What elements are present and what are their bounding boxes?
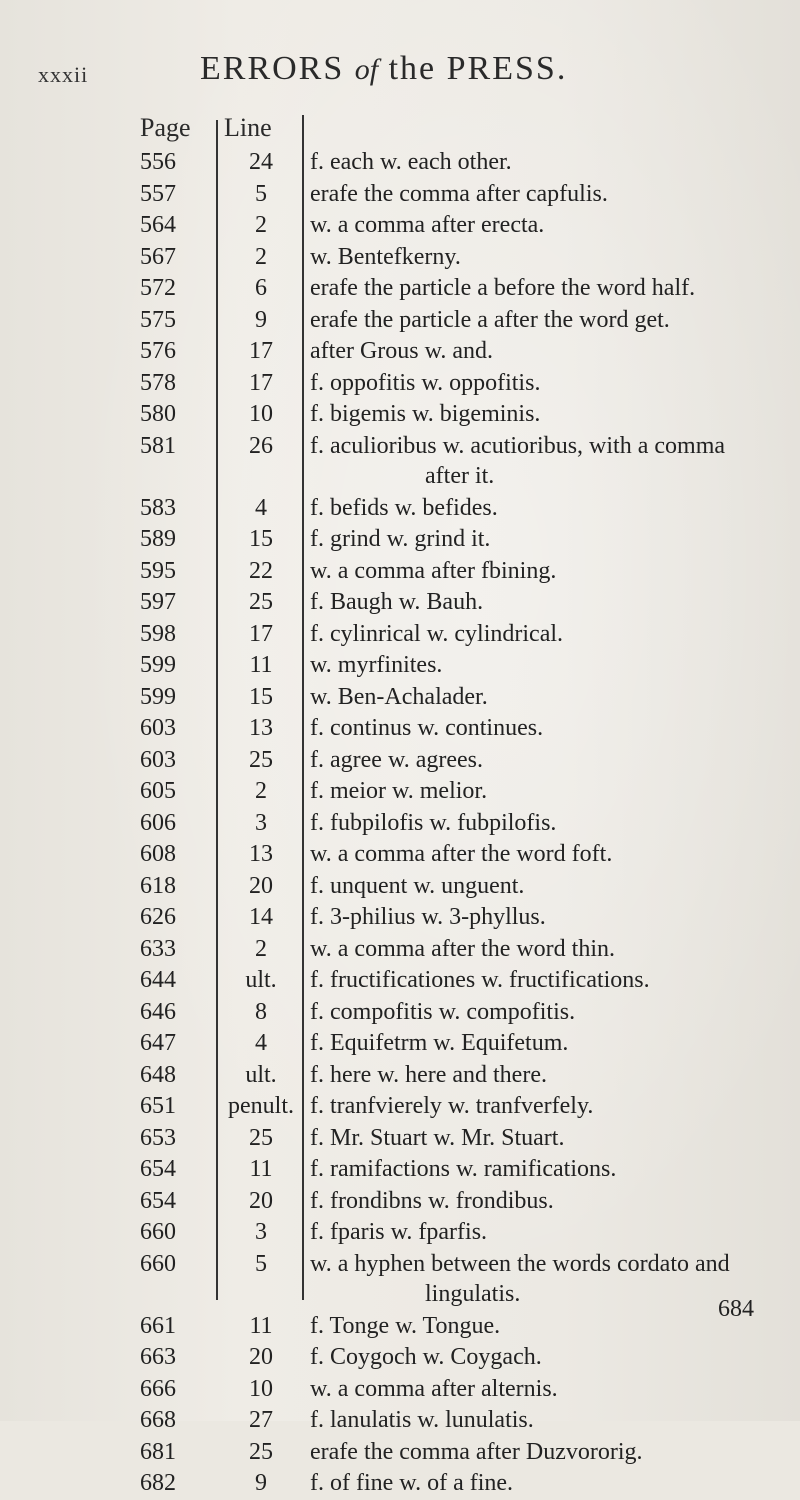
errata-line: 8: [255, 998, 267, 1025]
errata-line: 11: [249, 1312, 273, 1339]
errata-correction-text: f. frondibns w. frondibus.: [310, 1187, 554, 1214]
errata-line: 20: [249, 872, 273, 899]
errata-page: 567: [140, 243, 176, 270]
errata-line: 17: [249, 620, 273, 647]
errata-correction: [310, 902, 780, 932]
errata-row: [0, 493, 800, 525]
errata-correction: [310, 1405, 780, 1435]
errata-page: 597: [140, 589, 176, 615]
errata-correction-text: f. cylinrical w. cylindrical.: [310, 620, 564, 647]
errata-line: 27: [249, 1407, 273, 1433]
errata-page: 580: [140, 401, 176, 427]
errata-line: 24: [249, 149, 273, 175]
errata-row: [0, 839, 800, 871]
errata-correction: [310, 1091, 780, 1121]
running-head: [200, 50, 567, 88]
errata-page: 651: [140, 1093, 176, 1119]
errata-correction-text: w. a comma after alternis.: [310, 1375, 558, 1402]
errata-correction: [310, 368, 780, 398]
errata-correction: [310, 1217, 780, 1247]
errata-correction-text: f. Mr. Stuart w. Mr. Stuart.: [310, 1124, 565, 1151]
errata-page: 633: [140, 935, 176, 962]
errata-line: 11: [249, 652, 273, 678]
errata-row: [0, 524, 800, 556]
errata-line: ult.: [245, 967, 277, 993]
errata-correction-text: w. a comma after fbining.: [310, 557, 557, 584]
errata-correction-text: erafe the particle a after the word get.: [310, 306, 670, 333]
errata-row: [0, 210, 800, 242]
errata-correction: [310, 147, 780, 177]
errata-row: [0, 1123, 800, 1155]
errata-row: [0, 745, 800, 777]
errata-line: penult.: [228, 1093, 294, 1119]
errata-page: 681: [140, 1438, 176, 1465]
errata-correction: [310, 1249, 780, 1309]
errata-line: 4: [255, 494, 267, 521]
errata-line: 6: [255, 275, 267, 301]
errata-page: 666: [140, 1375, 176, 1402]
errata-row: [0, 650, 800, 682]
errata-page: 660: [140, 1219, 176, 1245]
errata-page: 557: [140, 180, 176, 207]
errata-page: 644: [140, 967, 176, 993]
errata-row: [0, 273, 800, 305]
errata-correction-text: f. unquent w. unguent.: [310, 872, 525, 899]
errata-row: [0, 1091, 800, 1123]
errata-page: 648: [140, 1061, 176, 1088]
errata-row: [0, 587, 800, 619]
errata-line: 20: [249, 1187, 273, 1214]
errata-row: [0, 1342, 800, 1374]
errata-line: 10: [249, 401, 273, 427]
errata-list: [0, 147, 800, 1500]
errata-correction-text: erafe the particle a before the word half.: [310, 275, 696, 301]
errata-page: 661: [140, 1312, 176, 1339]
errata-correction-text: f. Coygoch w. Coygach.: [310, 1344, 542, 1370]
errata-page: 599: [140, 652, 176, 678]
errata-line: 22: [249, 557, 273, 584]
errata-correction-text: w. a comma after the word thin.: [310, 935, 616, 962]
errata-page: 654: [140, 1187, 176, 1214]
errata-line: 15: [249, 683, 273, 710]
errata-row: [0, 1186, 800, 1218]
errata-correction: [310, 1123, 780, 1153]
errata-row: [0, 242, 800, 274]
errata-correction: [310, 1342, 780, 1372]
errata-row: [0, 179, 800, 211]
errata-page: 608: [140, 841, 176, 867]
errata-correction-text: f. fructificationes w. fructifications.: [310, 967, 650, 993]
errata-page: 618: [140, 872, 176, 899]
errata-row: [0, 934, 800, 966]
errata-correction-text: f. continus w. continues.: [310, 715, 544, 741]
errata-line: 9: [255, 306, 267, 333]
errata-row: [0, 902, 800, 934]
errata-page: 598: [140, 620, 176, 647]
errata-row: [0, 399, 800, 431]
errata-line: 11: [249, 1156, 273, 1182]
errata-correction: [310, 808, 780, 838]
errata-row: [0, 808, 800, 840]
errata-correction-text: f. of fine w. of a fine.: [310, 1470, 514, 1496]
errata-page: 626: [140, 904, 176, 930]
errata-correction-text: f. fparis w. fparfis.: [310, 1219, 488, 1245]
errata-correction-text: erafe the comma after Duzvororig.: [310, 1438, 643, 1465]
errata-correction-text: f. here w. here and there.: [310, 1061, 547, 1088]
errata-correction: [310, 1060, 780, 1090]
errata-row: [0, 1311, 800, 1343]
errata-page: 668: [140, 1407, 176, 1433]
errata-row: [0, 305, 800, 337]
errata-correction-text: after Grous w. and.: [310, 338, 494, 364]
errata-correction-text: f. Tonge w. Tongue.: [310, 1312, 501, 1339]
errata-correction: [310, 273, 780, 303]
errata-correction: [310, 1028, 780, 1058]
errata-correction: [310, 997, 780, 1027]
errata-line: 17: [249, 369, 273, 396]
errata-line: 2: [255, 935, 267, 962]
errata-correction: [310, 493, 780, 523]
errata-page: 646: [140, 998, 176, 1025]
errata-page: 578: [140, 369, 176, 396]
errata-line: 17: [249, 338, 273, 364]
errata-line: 20: [249, 1344, 273, 1370]
errata-page: 660: [140, 1250, 176, 1277]
column-header-line: Line: [224, 113, 272, 142]
errata-correction: [310, 305, 780, 335]
errata-page: 575: [140, 306, 176, 333]
errata-row: [0, 871, 800, 903]
errata-page: 605: [140, 778, 176, 804]
running-head-part1: ERRORS: [200, 50, 345, 87]
running-head-of: of: [354, 53, 379, 86]
errata-row: [0, 368, 800, 400]
errata-correction-text: f. oppofitis w. oppofitis.: [310, 369, 541, 396]
errata-correction-continuation: lingulatis.: [425, 1280, 521, 1307]
errata-line: 25: [249, 746, 273, 773]
errata-page: 654: [140, 1156, 176, 1182]
column-header-page: Page: [140, 113, 191, 142]
errata-correction: [310, 556, 780, 586]
errata-row: [0, 619, 800, 651]
errata-correction: [310, 1468, 780, 1498]
errata-row: [0, 147, 800, 179]
errata-page: 682: [140, 1470, 176, 1496]
errata-correction-text: f. grind w. grind it.: [310, 526, 491, 552]
errata-line: 5: [255, 180, 267, 207]
errata-correction: [310, 431, 780, 491]
errata-row: [0, 1028, 800, 1060]
errata-correction-text: f. Equifetrm w. Equifetum.: [310, 1030, 569, 1056]
errata-row: [0, 1249, 800, 1311]
errata-correction: [310, 242, 780, 272]
errata-correction-text: f. bigemis w. bigeminis.: [310, 401, 541, 427]
errata-correction-text: f. Baugh w. Bauh.: [310, 589, 484, 615]
errata-correction-text: erafe the comma after capfulis.: [310, 180, 608, 207]
errata-page: 564: [140, 212, 176, 238]
errata-correction-text: f. 3-philius w. 3-phyllus.: [310, 904, 546, 930]
errata-page: 556: [140, 149, 176, 175]
errata-correction-text: f. compofitis w. compofitis.: [310, 998, 576, 1025]
errata-line: 15: [249, 526, 273, 552]
errata-line: 14: [249, 904, 273, 930]
errata-page: 603: [140, 746, 176, 773]
errata-correction: [310, 776, 780, 806]
errata-correction-continuation: after it.: [425, 462, 495, 489]
errata-line: 3: [255, 1219, 267, 1245]
errata-correction-text: f. ramifactions w. ramifications.: [310, 1156, 617, 1182]
errata-correction-text: f. tranfvierely w. tranfverfely.: [310, 1093, 594, 1119]
errata-page: 663: [140, 1344, 176, 1370]
errata-correction: [310, 650, 780, 680]
errata-line: 25: [249, 589, 273, 615]
errata-page: 581: [140, 432, 176, 459]
errata-line: 5: [255, 1250, 267, 1277]
catchword: 684: [718, 1296, 754, 1322]
errata-row: [0, 1217, 800, 1249]
errata-page: 572: [140, 275, 176, 301]
errata-correction-text: w. Bentefkerny.: [310, 243, 461, 270]
errata-correction: [310, 1374, 780, 1404]
errata-row: [0, 776, 800, 808]
errata-row: [0, 682, 800, 714]
errata-line: 3: [255, 809, 267, 836]
errata-correction: [310, 587, 780, 617]
errata-correction-text: w. myrfinites.: [310, 652, 443, 678]
page-number: xxxii: [38, 62, 89, 87]
errata-correction-text: f. meior w. melior.: [310, 778, 488, 804]
errata-row: [0, 713, 800, 745]
errata-correction-text: f. fubpilofis w. fubpilofis.: [310, 809, 557, 836]
errata-row: [0, 1154, 800, 1186]
errata-correction: [310, 871, 780, 901]
errata-page: 576: [140, 338, 176, 364]
errata-line: 25: [249, 1124, 273, 1151]
errata-line: ult.: [245, 1061, 277, 1088]
errata-line: 2: [255, 243, 267, 270]
errata-correction: [310, 745, 780, 775]
errata-correction: [310, 210, 780, 240]
errata-line: 9: [255, 1470, 267, 1496]
errata-row: [0, 1468, 800, 1500]
errata-page: 595: [140, 557, 176, 584]
errata-line: 2: [255, 212, 267, 238]
errata-correction-text: w. a comma after the word foft.: [310, 841, 613, 867]
errata-correction-text: w. Ben-Achalader.: [310, 683, 488, 710]
errata-page: 589: [140, 526, 176, 552]
errata-correction: [310, 619, 780, 649]
errata-line: 13: [249, 841, 273, 867]
errata-page: 606: [140, 809, 176, 836]
errata-correction: [310, 1437, 780, 1467]
errata-page: 603: [140, 715, 176, 741]
errata-correction: [310, 682, 780, 712]
errata-correction: [310, 336, 780, 366]
errata-correction: [310, 965, 780, 995]
errata-row: [0, 1374, 800, 1406]
errata-page: 653: [140, 1124, 176, 1151]
errata-correction-text: f. each w. each other.: [310, 149, 512, 175]
errata-row: [0, 997, 800, 1029]
errata-correction: [310, 713, 780, 743]
errata-correction-text: w. a hyphen between the words cordato and: [310, 1250, 730, 1277]
errata-row: [0, 1060, 800, 1092]
errata-correction: [310, 1154, 780, 1184]
errata-correction: [310, 524, 780, 554]
errata-page: 647: [140, 1030, 176, 1056]
errata-line: 13: [249, 715, 273, 741]
errata-line: 25: [249, 1438, 273, 1465]
errata-page: 583: [140, 494, 176, 521]
errata-line: 4: [255, 1030, 267, 1056]
errata-line: 10: [249, 1375, 273, 1402]
errata-correction-text: f. aculioribus w. acutioribus, with a comma: [310, 432, 726, 459]
errata-row: [0, 556, 800, 588]
running-head-part2: the PRESS.: [388, 50, 568, 87]
errata-correction: [310, 399, 780, 429]
errata-page: 599: [140, 683, 176, 710]
errata-correction-text: f. befids w. befides.: [310, 494, 498, 521]
errata-correction-text: f. agree w. agrees.: [310, 746, 484, 773]
errata-line: 2: [255, 778, 267, 804]
errata-correction: [310, 934, 780, 964]
errata-correction: [310, 839, 780, 869]
errata-row: [0, 431, 800, 493]
errata-row: [0, 1437, 800, 1469]
errata-correction-text: f. lanulatis w. lunulatis.: [310, 1407, 534, 1433]
errata-row: [0, 965, 800, 997]
errata-line: 26: [249, 432, 273, 459]
errata-row: [0, 336, 800, 368]
errata-correction: [310, 1311, 780, 1341]
errata-correction: [310, 1186, 780, 1216]
errata-correction: [310, 179, 780, 209]
errata-correction-text: w. a comma after erecta.: [310, 212, 545, 238]
